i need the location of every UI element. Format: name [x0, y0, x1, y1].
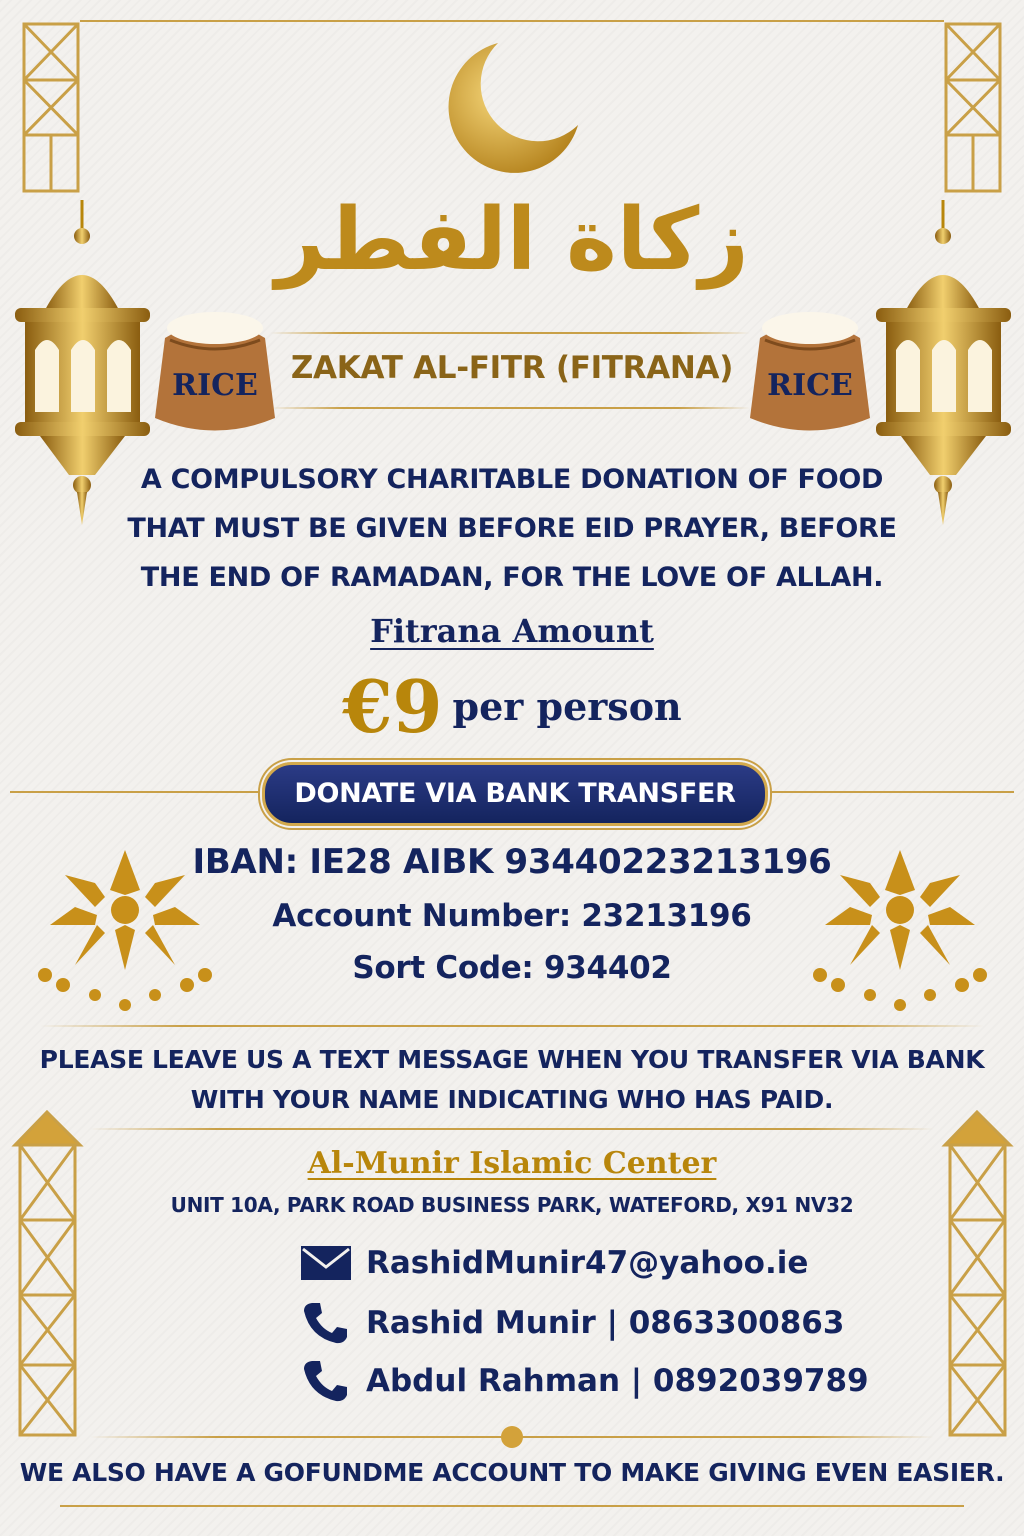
- envelope-icon: [300, 1245, 352, 1281]
- phone-text-1[interactable]: Rashid Munir | 0863300863: [366, 1305, 845, 1341]
- transfer-note: [0, 1040, 1024, 1120]
- page-title: ZAKAT AL-FITR (FITRANA): [290, 350, 734, 386]
- sort-code-text: Sort Code: 934402: [352, 950, 672, 986]
- description-line: THE END OF RAMADAN, FOR THE LOVE OF ALLAH.: [140, 562, 884, 593]
- arabic-title: زكاة الفطر: [275, 190, 749, 290]
- rice-label: RICE: [767, 368, 853, 403]
- frame-top-line: [80, 20, 944, 22]
- amount-suffix: per person: [452, 684, 682, 729]
- note-rule-top: [40, 1025, 984, 1027]
- note-line: PLEASE LEAVE US A TEXT MESSAGE WHEN YOU TRANSFER VIA BANK: [39, 1045, 985, 1074]
- frame-bottom-line: [60, 1505, 964, 1507]
- donate-rule-right: [764, 791, 1014, 793]
- title-rule-bottom: [270, 407, 750, 409]
- amount-row: [0, 664, 1024, 749]
- description: [0, 455, 1024, 602]
- account-number-text: Account Number: 23213196: [272, 898, 752, 934]
- phone-icon: [300, 1301, 352, 1345]
- description-line: A COMPULSORY CHARITABLE DONATION OF FOOD: [140, 464, 884, 495]
- top-left-lattice-ornament: [20, 20, 82, 195]
- email-text[interactable]: RashidMunir47@yahoo.ie: [366, 1245, 809, 1281]
- phone-contact-1[interactable]: [300, 1298, 844, 1348]
- note-line: WITH YOUR NAME INDICATING WHO HAS PAID.: [190, 1085, 834, 1114]
- title-rule-top: [270, 332, 750, 334]
- footer-text: WE ALSO HAVE A GOFUNDME ACCOUNT TO MAKE GIVING EVEN EASIER.: [19, 1458, 1005, 1487]
- note-rule-bottom: [90, 1128, 934, 1130]
- phone-text-2[interactable]: Abdul Rahman | 0892039789: [366, 1363, 869, 1399]
- top-right-lattice-ornament: [942, 20, 1004, 195]
- right-flower-ornament: [810, 845, 990, 1015]
- center-name: Al-Munir Islamic Center: [307, 1146, 717, 1181]
- phone-icon: [300, 1359, 352, 1403]
- center-address: UNIT 10A, PARK ROAD BUSINESS PARK, WATEFORD, X91 NV32: [170, 1193, 854, 1217]
- donate-rule-left: [10, 791, 260, 793]
- amount-value: €9: [342, 664, 443, 749]
- left-flower-ornament: [35, 845, 215, 1015]
- email-contact[interactable]: [300, 1238, 808, 1288]
- phone-contact-2[interactable]: [300, 1356, 869, 1406]
- crescent-moon-icon: [428, 35, 588, 175]
- footer-rule-dot: [501, 1426, 523, 1448]
- rice-label: RICE: [172, 368, 258, 403]
- description-line: THAT MUST BE GIVEN BEFORE EID PRAYER, BEFORE: [127, 513, 897, 544]
- amount-label: Fitrana Amount: [370, 612, 654, 650]
- iban-text: IBAN: IE28 AIBK 93440223213196: [192, 842, 832, 882]
- donate-bank-transfer-button[interactable]: DONATE VIA BANK TRANSFER: [262, 762, 768, 826]
